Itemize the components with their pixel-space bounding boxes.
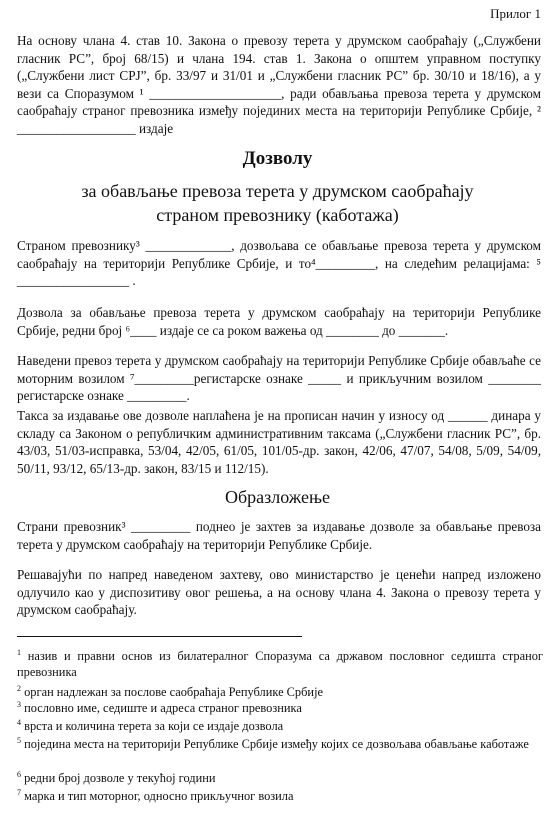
fee-paragraph: Такса за издавање ове дозволе наплаћена је на прописан начин у износу од ______ динара у складу са Законом о републичким административним таксама („Службени гласник РС”, бр. 43/03, 51/03-исправка, 53/04, 42/05, 61/05, 101/05-др. закон, 42/06, 47/07, 54/08, 5/09, 54/09, 50/11, 93/12, 65/13-др. закон, 83/15 и 112/15). (17, 408, 541, 476)
document-subtitle-line-2: страном превознику (каботажа) (156, 205, 399, 225)
permit-paragraph: Страном превознику³ _____________, дозвољава се обављање превоза терета у друмском саобраћају на територији Републике Србије, и то⁴_________, на следећим релацијама: ⁵ _________________ . (17, 238, 541, 289)
reasoning-title: Образложење (225, 487, 330, 507)
document-subtitle-line-1: за обављање превоза терета у друмском саобраћају (81, 181, 474, 201)
footnote-4: $^4$ врста и количина терета за који се издаје дозвола (17, 717, 284, 733)
footnote-6: $^6$ редни број дозволе у текућој години (17, 769, 216, 785)
footnote-2: $^2$ орган надлежан за послове саобраћаја Републике Србије (17, 683, 324, 699)
reasoning-paragraph-2: Решавајући по напред наведеном захтеву, ово министарство је ценећи напред изложено одлучило као у диспозитиву овог решења, а на основу члана 4. Закона о превозу терета у друмском саобраћају. (17, 567, 541, 618)
footnote-1: $^1$ назив и правни основ из билатералног Споразума са државом пословног седишта страног превозника (17, 647, 543, 679)
annex-label: Прилог 1 (490, 6, 541, 21)
reasoning-paragraph-1: Страни превозник³ _________ поднео је захтев за издавање дозволе за обављање превоза терета у друмском саобраћају на територији Републике Србије. (17, 519, 541, 552)
footnote-7: $^7$ марка и тип моторног, односно прикључног возила (17, 787, 294, 803)
footnote-3: $^3$ пословно име, седиште и адреса страног превозника (17, 699, 302, 715)
footnote-5: $^5$ поједина места на територији Републике Србије између којих се дозвољава обављање каботаже (17, 735, 529, 751)
validity-paragraph: Дозвола за обављање превоза терета у друмском саобраћају на територији Републике Србије, редни број ⁶____ издаје се са роком важења од ________ до _______. (17, 305, 541, 338)
footnote-separator (17, 636, 302, 637)
vehicle-paragraph: Наведени превоз терета у друмском саобраћају на територији Републике Србије обављаће се моторним возилом ⁷_________регистарске ознаке _____ и прикључним возилом ________ регистарске ознаке _________. (17, 353, 541, 404)
document-title: Дозволу (242, 148, 313, 169)
intro-paragraph: На основу члана 4. став 10. Закона о превозу терета у друмском саобраћају („Службени гласник РС”, број 68/15) и члана 194. став 1. Закона о општем управном поступку („Службени лист СРЈ”, бр. 33/97 и 31/01 и „Службени гласник РС” бр. 30/10 и 18/16), а у вези са Споразумом ¹ ____________________, ради обављања превоза терета у друмском саобраћају страног превозника између појединих места на територији Републике Србије, ² __________________ издаје (17, 33, 541, 136)
